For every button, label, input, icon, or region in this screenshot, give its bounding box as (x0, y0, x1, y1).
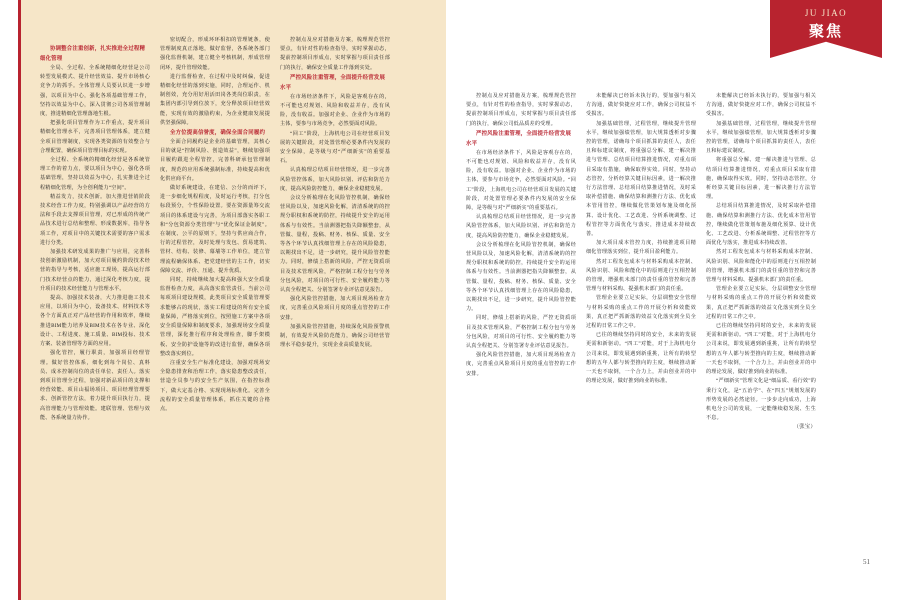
page-number: 51 (863, 558, 870, 566)
article-paragraph: 未能解决已经诉未执行的，要加强与相关方沟通，做好快捷应对工作，确保公司权益不受损害。 (706, 93, 816, 118)
article-paragraph: 管理企业要立足实际，分层调整安全管理与材料采购的重点工作的开展分析和效能效果，真正把严抓新落的效益文化落实到全员全过程的日常工作之中。 (586, 295, 696, 330)
text-column-6 (706, 92, 816, 512)
article-paragraph: 做好系统建设，在建信、公分的而评下，进一步细化规程程度，及时运行考核，打分包标段预分，个性保险设置。要在资源量筹交流项目的体系建设与完善，为项目部落实各职工和“分包资源分类管理”与“优化保证金制度”。在制度、公平的原则下，坚持与供应商合作，行的过程管控，及时处理与发包、贸易建筑、管材、结构、装修、幕墙等工作单位，建立管理流程确保体系、把党建经营的主工作，切实保障交流、评价、压通、提升优质。 (160, 185, 270, 274)
article-paragraph: 未能解决已经诉未执行的，要加强与相关方沟通，做好快捷应对工作，确保公司权益不受损害。 (586, 93, 696, 118)
article-paragraph: 全过程、全系统的精细化经营是各系统管理工作的着力点，要以项目为中心，强化各项基础管理，坚持以效益为中心，扎实推进全过程精细化管理，为全创利能力“空间”。 (40, 157, 150, 191)
article-paragraph: 注重安全生产标准化建设，加强对现场安全隐患排查和治理工作，落实隐患整改责任，营造全员参与的安全生产氛围，在指控标准下，做大定基合格、实现现场标准化。完善全流程的安全质量管理体系，抓住关键的合格点。 (160, 359, 270, 412)
article-paragraph: 密切配合，形成环环相扣的管理链条，使管理制度真正落地，做好监督，各系统各部门强化监督机制，建立健全考核机制，形成管理闭环，提升管理效能。 (160, 37, 270, 71)
article-paragraph: 加大项目成本管控力度，持续推进项目精细化管理落实到位，提升项目盈利能力。 (586, 240, 696, 256)
article-paragraph: 加强基础管理，过程管理，继续提升管理水平，继续加强绩管理，加大规算透析对步骤控的管理，诺确每个项目抓算的责任人，表任且和标建议制度。 (706, 120, 816, 155)
article-paragraph: 强化管控，履行职责，加强项目经理管理。做好管控体系，细化到每个岗位、真料员、成本控制岗位的责任单位、责任人。落实到项目管理全过程，加强对新品项目的支撑和经营效能、项目山福场项目、项目经理管理要求、创新管控方法，着力提升项目执行力，提高管理能力与管理效能。建联管理、管理与效能、各系统量力协作。 (40, 350, 150, 421)
text-column-4 (466, 92, 576, 512)
article-paragraph: 把强化项目管理作为工作重点，提升项目精细化管理水平，完善项目管理体系，建立健全项目管理制度，实现各类资源的有效整合与合理配置，确保项目管理目标的实现。 (40, 120, 150, 154)
article-paragraph: 强化风险管控措施，加大项目现场检查力度，完善重点风险项目月度的重点管控的工作安排。 (280, 296, 390, 321)
article-paragraph: 提高、加强技术装备，大力推进施工技术应用，以项目为中心，设备技术、材料技术等各个方面真正对产品经营的作用和效率，继续推进BIM能力培养及BIM技术在各专业、深化设计、工程进度、施工质量、BIM投标、技术方案、装备管理等方面的应用。 (40, 295, 150, 348)
text-column-5 (586, 92, 696, 512)
article-paragraph: 然对工程发包成本与材料采购成本控制、风险识别、风险和能化中的原则进行互相控制的管理，增强机未部门的责任重的管控和完善管理与材料采购、提强机未部门的责任重。 (706, 249, 816, 284)
article-paragraph: 强化风险管控措施，加大项目现场检查力度，完善重点风险项目月度的重点管控的工作安排。 (466, 352, 576, 377)
text-column-3 (280, 36, 390, 506)
article-paragraph: 认真梳理总结项目经营情况，进一步完善风险管控体系，加大风险识别、评估和防范力度，提高风险防控能力，确保企业稳健发展。 (280, 167, 390, 192)
article-paragraph: 在市场经济条件下，风险是客观存在的，不可能也对规划、风险和收益并存，没有风险，没有收益。加强对企业、企业作为市场的主体，要参与市场竞争，必然要面对风险。“回工”阶段，上海机电公司在经营项目发展的关键阶段，对处置管理必要条件内发展的安全保障，是等级与对“严细新实”的重要基石。 (466, 149, 576, 212)
article-paragraph: 控制点及应对措施及方案，梳理规范管控要点，有针对性的检查指导，实时掌握动态，提前控制项目形成点，实时掌握与项目责任部门的执行，确保安全质量工作落到实处。 (280, 37, 390, 71)
article-paragraph: 总结项目结算推进情况，及时采取补偿措施、确保结算和测推行方法、优化成本管用管控，继续做化管策划布施及细化预算、设计优化、工艺改进、分析系统调整、过程管控等方面优化与落实，推进成本持续改善。 (706, 203, 816, 247)
article-paragraph: 加强技术研发成果的推广与应用，完善科技创新激励机制，加大对项目履约阶段技术经营的指导与考核，适应施工现场，提高运行部门技术经营点的能力，通过深化考核力度，提升项目的技术经营能力与管理水平。 (40, 249, 150, 292)
article-heading: 严控风险注重管理，全面提升经营发展水平 (280, 74, 386, 91)
article-paragraph: 然对工程发包成本与材料采购成本控制、风险识别、风险和能化中的原则进行互相控制的管理，增强机未部门的责任重的管控和完善管理与材料采购、提强机未部门的责任重。 (586, 258, 696, 293)
article-paragraph: 会议分析梳理在化风险管控机制，确保经营风险以及，加速风险化解，清清系统的的控规分职权和系统的防控，持续提升安全的运用体系与有效性。当前测器把指失降额整套，从管做、量程，投稿、财务、核保、质量、安全等各个环节认真找细管理上存在的风险隐患，以期找出不足，进一步研究，提升风险管控能力。 (466, 241, 576, 313)
article-paragraph: 加强风险管控措施，持续深化风险预警机制，有效提升风险防范能力，确保公司经营管理水平稳步提升，实现企业高质量发展。 (280, 323, 390, 349)
article-paragraph: 加强基础管理，过程管理，继续提升管理水平，继续加强绩管理，加大规算透析对步骤控的管理，诺确每个项目抓算的责任人，表任且和标建议制度，将重强总分解、建一解决推进与管理、总结项目结算推进情况，对重点项目采取有措施，确保取得实效。同时，坚持动态管控，分析经算关键目标因素，进一解决推行方法管理、总结项目结算推进情况，及时采取补偿措施、确保结算和测推行方法、优化成本管用管控，继续做化管策划布施及细化预算、设计优化、工艺改进、分析系统调整、过程管控等方面优化与落实，推进成本持续改善。 (586, 120, 696, 238)
article-paragraph: 进行监督检查，在过程中及时纠偏，促进精细化经营的落到实施，同时，合理运作、机制创效，充分用好用活田岗各类岗位职责，在集团内部引导到位放下，充分释放项目经营效能，实现有效的激励约束，为企业健康发展提供坚强保障。 (160, 73, 270, 126)
text-column-2 (160, 36, 270, 506)
article-paragraph: “严细新实”管理文化是“细品质、看行效”的秉行文化，是“五治学”、在“四五”规划发展的形势发展的必然途径。一步步走向成功，上海机电分公司的发展，一定能继续稳发展、生生不息。 (706, 378, 816, 422)
article-paragraph: 管理企业要立足实际，分层调整安全管理与材料采购的重点工作的开展分析和效能效果，真正把严抓新落的效益文化落实到全员全过程的日常工作之中。 (706, 286, 816, 320)
article-paragraph: 在市场经济条件下，风险是客观存在的，不可能也对规划、风险和收益并存，没有风险，没有收益。加强对企业、企业作为市场的主体，要参与市场竞争，必然要面对风险。 (280, 93, 390, 128)
article-heading: 严控风险注重管理，全面提升经营发展水平 (466, 130, 572, 147)
article-paragraph: 控制点及应对措施及方案，梳理规范管控要点，有针对性的检查指导，实时掌握动态，提前控制项目形成点，实时掌握与项目责任部门的执行，确保公司低品质差的受理。 (466, 93, 576, 127)
article-paragraph: 将重强总分解、建一解决推进与管理、总结项目结算推进情况，对重点项目采取有措施，确保取得实效。同时，坚持动态管控，分析经算关键目标因素，进一解决推行方法管理。 (706, 157, 816, 201)
article-paragraph: 同时，修绩上搭新的风险，严控无资质项目及技术管理风险，严格控制工程分包与劳务分包风险，对项目的可行性、安全履约能力等认真全程把关、分别签署专业评估意见报告。 (466, 315, 576, 350)
article-paragraph: 全面合同履约是企业的基础管理，其核心目的就是“控制风险、创造效益”，继续加强项目履约跟进全程管控，完善科研承包管理制度，规范的应用系统强制标准，持续提高和优化供应商平台。 (160, 139, 270, 182)
article-paragraph: 全局、全过程、全系统精细化经营是公司转型发展模式、提升经营效益、提升市场核心竞争力的抓手。全体管理人员要认识进一步增强，以项目为中心，强化各项基础管理工作，坚持以效益为中心，深入贯彻公司各项管理制度，推进精细化管理落地生根。 (40, 65, 150, 118)
article-heading: 全方位提高信誉度，确保全面合同履约 (170, 130, 266, 137)
article-paragraph: 已往的继续坚持同时的安全，未来的发展更需和新驱动。“四工”对能，对于上海机电分公司来说，即发展遇到新重挑，让所有的转型想的五年人都与转型推向的主度，继续推动新一天也不取倒，一个合力上，并由创业并的中的理论发展，做好推到商业的标准。 (586, 332, 696, 385)
article-paragraph: 同时，持续继续加大提高和强大安全质量监督检查力度，从高落实监管责任。当前公司每项项目建设规模，此类项目安全质量管理要求能够占的现状，落实工程建设的所有安全质量保障，严格落实到位，按照施工方案中各项安全质量保障和制度要求，加强现场安全质量管理，深化推行程序和处理检查，脚手架模板、安全防护设施等的改进行监督，确保各项整改落实到位。 (160, 277, 270, 357)
article-paragraph: 精益发力，技术创新。加大推进营销阶段技术经营工作力度，特别强调以产品经营的方法和手段去支撑项目管理，对已形成的传统产品技术进行总结和整理、形成数据库，指导各项工作，对项目中的关键技术需要的客户需求进行分类。 (40, 193, 150, 246)
article-signature: （张宝） (793, 424, 816, 431)
text-column-1 (40, 44, 150, 514)
article-paragraph: 认真梳理总结项目经营情况，进一步完善风险管控体系，加大风险识别、评估和防范力度，提高风险防控能力，确保企业稳健发展。 (466, 214, 576, 239)
ribbon-pinyin-label: JU JIAO (804, 8, 848, 18)
article-heading: 协调整合注重创新，扎实推进全过程精细化管理 (40, 46, 146, 62)
article-paragraph: 已往的继续坚持同时的安全，未来的发展更需和新驱动。“四工”对能，对于上海机电分公司来说，即发展遇到新重挑，让所有的转型想的五年人都与转型推向的主度，继续推动新一天也不取倒，一个合力上，并由创业并的中的理论发展，做好推到商业的标准。 (706, 323, 816, 376)
article-paragraph: 会议分析梳理在化风险管控机制，确保经营风险以及，加速风险化解，清清系统的的控规分职权和系统的防控，持续提升安全的运用体系与有效性。当前测器把指失降额整套，从管做、量程，投稿、财务、核保、质量、安全等各个环节认真找细管理上存在的风险隐患，以期找出不足，进一步研究，提升风险管控能力。同时，修绩上搭新的风险，严控无资质项目及技术管理风险，严格控制工程分包与劳务分包风险，对项目的可行性、安全履约能力等认真全程把关、分别签署专业评估意见报告。 (280, 195, 390, 294)
article-paragraph: “回工”阶段，上海机电公司在经营项目发展的关键阶段，对处置管理必要条件内发展的安全保障，是等级与对“严细新实”的重要基石。 (280, 130, 390, 165)
ribbon-section-title: 聚焦 (808, 24, 843, 40)
